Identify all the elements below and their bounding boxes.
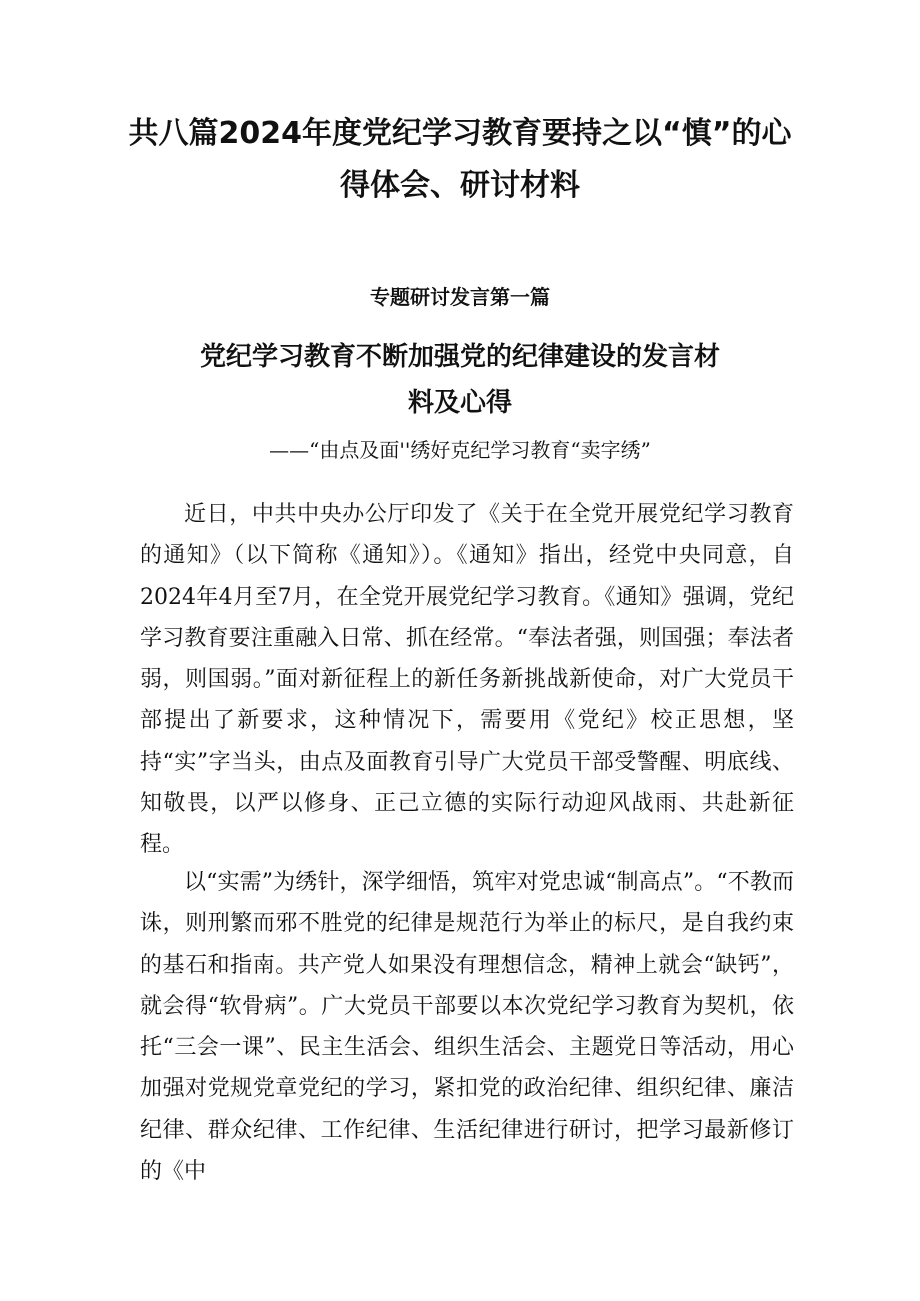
- body-paragraph-1: 近日，中共中央办公厅印发了《关于在全党开展党纪学习教育的通知》（以下简称《通知》）。《通知》指出，经党中央同意，自2024年4月至7月，在全党开展党纪学习教育。《通知》强调，党纪学习教育要注重融入日常、抓在经常。“奉法者强，则国强；奉法者弱，则国弱。”面对新征程上的新任务新挑战新使命，对广大党员干部提出了新要求，这种情况下，需要用《党纪》校正思想，坚持“实”字当头，由点及面教育引导广大党员干部受警醒、明底线、知敬畏，以严以修身、正己立德的实际行动迎风战雨、共赴新征程。: [140, 502, 794, 858]
- body-paragraph-2: 以“实需”为绣针，深学细悟，筑牢对党忠诚“制高点”。“不教而诛，则刑繁而邪不胜党的纪律是规范行为举止的标尺，是自我约束的基石和指南。共产党人如果没有理想信念，精神上就会“缺钙”，就会得“软骨病”。广大党员干部要以本次党纪学习教育为契机，依托“三会一课”、民主生活会、组织生活会、主题党日等活动，用心加强对党规党章党纪的学习，紧扣党的政治纪律、组织纪律、廉洁纪律、群众纪律、工作纪律、生活纪律进行研讨，把学习最新修订的《中: [140, 870, 794, 1185]
- document-title: 共八篇2024年度党纪学习教育要持之以“慎”的心得体会、研讨材料: [128, 116, 792, 203]
- speech-title: 党纪学习教育不断加强党的纪律建设的发言材料及心得: [199, 342, 720, 418]
- speech-subtitle: ——“由点及面''绣好克纪学习教育“卖字绣”: [269, 438, 651, 462]
- section-label: 专题研讨发言第一篇: [370, 285, 550, 309]
